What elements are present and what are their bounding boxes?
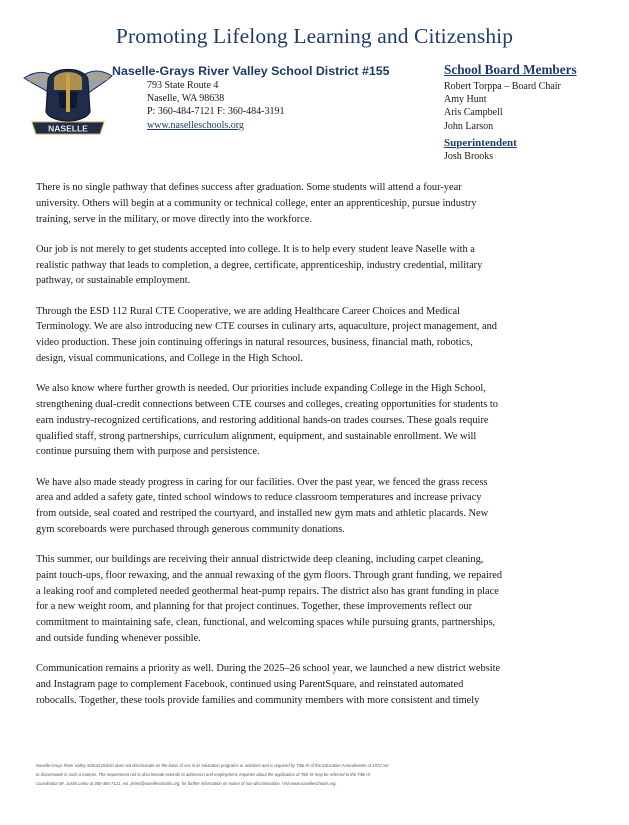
district-info [112,64,390,132]
paragraph: We also know where further growth is needed. Our priorities include expanding College in the High School, strengthening dual-credit connections between CTE courses and colleges, creating opportunities for students to earn industry-recognized certifications, and restoring additional hands-on trades courses. These goals require qualified staff, strong partnerships, curriculum alignment, equipment, and sustainable enrollment. We will continue pursuing them with purpose and persistence. [36,383,498,458]
superintendent-name: Josh Brooks [444,150,494,162]
district-city-line: Naselle, WA 98638 [147,93,225,105]
paragraph: This summer, our buildings are receiving their annual districtwide deep cleaning, including carpet cleaning, paint touch-ups, floor rewaxing, and the annual rewaxing of the gym floors. Through grant funding, we repaired a leaking roof and completed needed geothermal heat-pump repairs. The district also has grant funding in place for a new weight room, and planning for that project continues. Together, these improvements reflect our commitment to maintaining safe, clean, functional, and welcoming spaces while pursuing grants, partnerships, and outside funding whenever possible. [36,554,503,645]
district-phone-line: P: 360-484-7121 F: 360-484-3191 [147,106,285,118]
naselle-logo [18,60,118,146]
district-address-line: 793 State Route 4 [147,80,219,91]
district-contact [147,79,390,132]
paragraph: Our job is not merely to get students accepted into college. It is to help every student leave Naselle with a realistic pathway that leads to completion, a degree, certificate, apprenticeship, industry credential, military pathway, or sustainable employment. [36,243,483,287]
letter-body [36,180,594,723]
board-member: John Larson [444,120,494,132]
board-member: Robert Torppa – Board Chair [444,81,561,92]
paragraph: There is no single pathway that defines success after graduation. Some students will attend a four-year university. Others will begin at a community or technical college, enter an apprenticeship, pursue industry training, serve in the military, or move directly into the workforce. [36,182,477,225]
board-heading: School Board Members [444,62,577,77]
district-name: Naselle-Grays River Valley School District #155 [112,64,390,78]
board-member: Amy Hunt [444,94,487,106]
page-title: Promoting Lifelong Learning and Citizenship [115,24,514,48]
paragraph: Through the ESD 112 Rural CTE Cooperative, we are adding Healthcare Career Choices and Medical Terminology. We are also introducing new CTE courses in culinary arts, aquaculture, project management, and video production. These join continuing offerings in natural resources, business, financial math, robotics, design, visual communications, and College in the High School. [36,305,497,364]
board-member: Aris Campbell [444,107,503,119]
nondiscrimination-footer: Naselle-Grays River Valley School District does not discriminate on the basis of sex in its education programs or activities and is required by Title IX of the Education Amendments of 1972 not to discriminate in such a manner. The requirement not to discriminate extends to admission and employment. Inquiries about the application of Title IX may be referred to the Title IX Coordinator Mr. Justin Leino at 360-484-7121, ext. jleino@naselleschools.org, for further information on notice of non-discrimination. Visit www.naselleschools.org. [36,763,389,786]
superintendent-heading: Superintendent [444,136,517,149]
district-website-link[interactable]: www.naselleschools.org [147,119,244,131]
paragraph: We have also made steady progress in caring for our facilities. Over the past year, we fenced the grass recess area and added a safety gate, tinted school windows to reduce classroom temperatures and increase privacy from outside, seal coated and restriped the courtyard, and installed new gym mats and athletic placards. New gym scoreboards were purchased through generous community donations. [36,476,489,535]
paragraph: Communication remains a priority as well. During the 2025–26 school year, we launched a new district website and Instagram page to complement Facebook, continued using ParentSquare, and reinstated automated robocalls. Together, these tools provide families and community members with more consistent and timely [36,663,501,706]
logo-text: NASELLE [48,123,88,134]
board-members [444,62,577,163]
